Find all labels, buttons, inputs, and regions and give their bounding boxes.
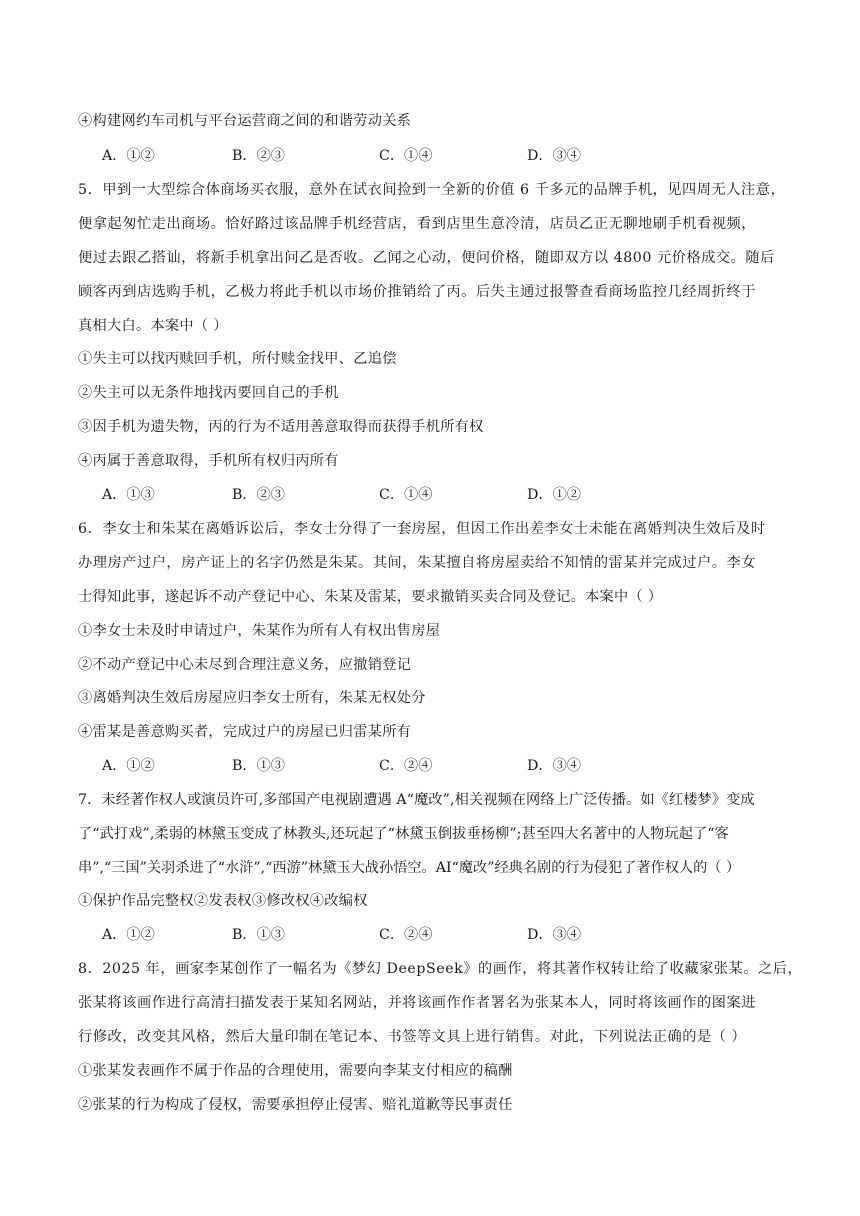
- q7-option-a[interactable]: A．①②: [102, 927, 155, 943]
- q4-option-d[interactable]: D．③④: [527, 148, 581, 164]
- q6-options: [102, 756, 702, 776]
- q6-statement-1: ①李女士未及时申请过户，朱某作为所有人有权出售房屋: [78, 623, 441, 639]
- q7-option-b[interactable]: B．①③: [232, 927, 285, 943]
- q6-stem-line: 士得知此事，遂起诉不动产登记中心、朱某及雷某，要求撤销买卖合同及登记。本案中（ ）: [78, 589, 663, 605]
- q6-option-b[interactable]: B．①③: [232, 758, 285, 774]
- q7-stem-line: 7．未经著作权人或演员许可,多部国产电视剧遭遇 A“魔改”,相关视频在网络上广泛传播。如《红楼梦》变成: [78, 792, 755, 808]
- q4-option-c[interactable]: C．①④: [379, 148, 433, 164]
- q6-stem-line: 办理房产过户，房产证上的名字仍然是朱某。其间，朱某擅自将房屋卖给不知情的雷某并完成过户。李女: [78, 555, 756, 571]
- q7-options: [102, 925, 702, 945]
- q4-option-a[interactable]: A．①②: [102, 148, 155, 164]
- q8-statement-1: ①张某发表画作不属于作品的合理使用，需要向李某支付相应的稿酬: [78, 1063, 513, 1079]
- q6-option-a[interactable]: A．①②: [102, 758, 155, 774]
- q5-options: [102, 485, 702, 505]
- q5-statement-2: ②失主可以无条件地找丙要回自己的手机: [78, 385, 339, 401]
- q4-options: [102, 146, 702, 166]
- q8-stem-line: 8．2025 年，画家李某创作了一幅名为《梦幻 DeepSeek》的画作，将其著作权转让给了收藏家张某。之后，: [78, 961, 803, 977]
- q6-statement-2: ②不动产登记中心未尽到合理注意义务，应撤销登记: [78, 657, 412, 673]
- q5-option-c[interactable]: C．①④: [379, 487, 433, 503]
- q5-option-a[interactable]: A．①③: [102, 487, 155, 503]
- q5-option-d[interactable]: D．①②: [527, 487, 581, 503]
- q7-statement-1: ①保护作品完整权②发表权③修改权④改编权: [78, 893, 368, 909]
- q5-statement-3: ③因手机为遗失物，丙的行为不适用善意取得而获得手机所有权: [78, 419, 484, 435]
- q5-stem-line: 便过去跟乙搭讪，将新手机拿出问乙是否收。乙闻之心动，便问价格，随即双方以 4800 元价格成交。随后: [78, 250, 775, 266]
- q8-statement-2: ②张某的行为构成了侵权，需要承担停止侵害、赔礼道歉等民事责任: [78, 1097, 513, 1113]
- q5-stem-line: 真相大白。本案中（ ）: [78, 318, 228, 334]
- q6-statement-3: ③离婚判决生效后房屋应归李女士所有，朱某无权处分: [78, 690, 426, 706]
- q6-stem-line: 6．李女士和朱某在离婚诉讼后，李女士分得了一套房屋，但因工作出差李女士未能在离婚判决生效后及时: [78, 521, 766, 537]
- q5-option-b[interactable]: B．②③: [232, 487, 285, 503]
- q7-stem-line: 了“武打戏”,柔弱的林黛玉变成了林教头,还玩起了“林黛玉倒拔垂杨柳”;甚至四大名著中的人物玩起了“客: [78, 826, 729, 842]
- q6-option-c[interactable]: C．②④: [379, 758, 433, 774]
- q4-option-b[interactable]: B．②③: [232, 148, 285, 164]
- q5-stem-line: 便拿起匆忙走出商场。恰好路过该品牌手机经营店，看到店里生意冷清，店员乙正无聊地刷手机看视频，: [78, 216, 756, 232]
- q5-statement-4: ④丙属于善意取得，手机所有权归丙所有: [78, 453, 339, 469]
- q4-statement-4: ④构建网约车司机与平台运营商之间的和谐劳动关系: [78, 113, 412, 129]
- q7-option-d[interactable]: D．③④: [527, 927, 581, 943]
- q7-option-c[interactable]: C．②④: [379, 927, 433, 943]
- q6-option-d[interactable]: D．③④: [527, 758, 581, 774]
- q5-stem-line: 顾客丙到店选购手机，乙极力将此手机以市场价推销给了丙。后失主通过报警查看商场监控几经周折终于: [78, 284, 756, 300]
- q5-stem-line: 5．甲到一大型综合体商场买衣服，意外在试衣间捡到一全新的价值 6 千多元的品牌手机，见四周无人注意，: [78, 182, 786, 198]
- q6-statement-4: ④雷某是善意购买者，完成过户的房屋已归雷某所有: [78, 724, 412, 740]
- q7-stem-line: 串”,“三国”关羽杀进了“水浒”,“西游”林黛玉大战孙悟空。AI“魔改”经典名剧的行为侵犯了著作权人的（ ）: [78, 860, 741, 876]
- q8-stem-line: 行修改，改变其风格，然后大量印制在笔记本、书签等文具上进行销售。对此，下列说法正确的是（ ）: [78, 1029, 747, 1045]
- q8-stem-line: 张某将该画作进行高清扫描发表于某知名网站，并将该画作作者署名为张某本人，同时将该画作的图案进: [78, 995, 756, 1011]
- q5-statement-1: ①失主可以找丙赎回手机，所付赎金找甲、乙追偿: [78, 351, 397, 367]
